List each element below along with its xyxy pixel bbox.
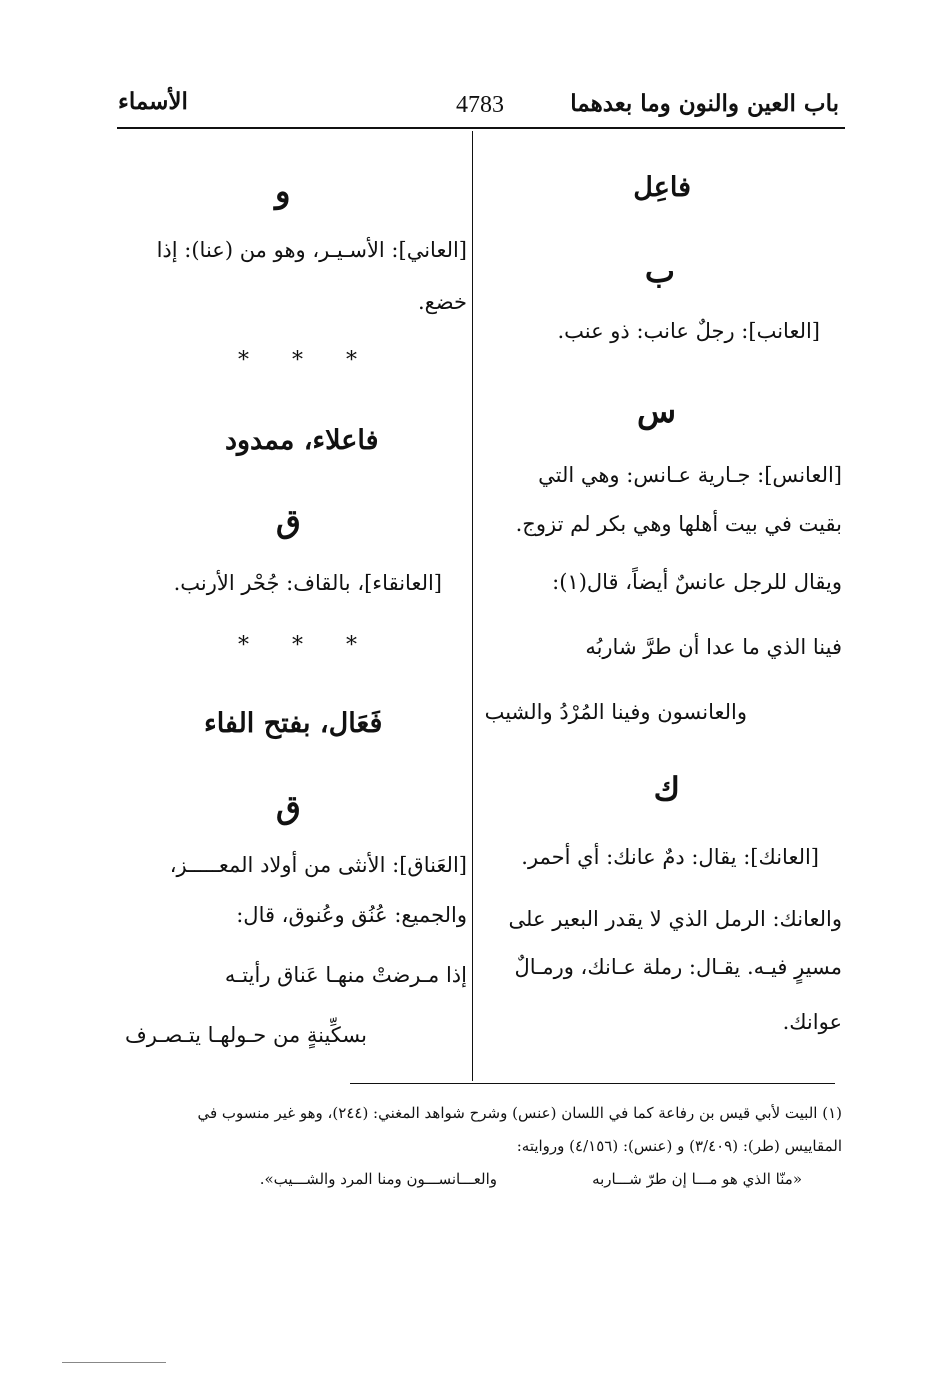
section-title: الأسماء [118,88,188,115]
entry-s-line-2: بقيت في بيت أهلها وهي بكر لم تزوج. [515,512,842,536]
entry-w-line-2: خضع. [417,290,467,314]
footnote-verse-a: «منّا الذي هو مـــا إن طرّ شـــاربه [592,1170,802,1188]
verse-right-2: والعانسون وفينا المُرْدُ والشيب [484,700,747,724]
entry-k-2-line-1: والعانك: الرمل الذي لا يقدر البعير على [508,907,842,931]
letter-heading-b: ب [644,252,675,290]
header-rule [117,127,845,129]
entry-q-1: [العانقاء]، بالقاف: جُحْر الأرنب. [173,571,442,595]
entry-k-2-line-3: عوانك. [782,1010,842,1034]
verse-right-1: فينا الذي ما عدا أن طرَّ شاربُه [585,635,842,659]
verse-left-2: بسكِّينةٍ من حـولهـا يتـصـرف [124,1023,367,1047]
letter-heading-w: و [275,172,291,210]
entry-s-line-3: ويقال للرجل عانسٌ أيضاً، قال(١): [552,570,842,594]
verse-left-1: إذا مـرضتْ منهـا عَناق رأيتـه [224,963,467,987]
footnote-verse-b: والعـــانســـون ومنا المرد والشـــيب». [259,1170,497,1188]
letter-heading-s: س [636,392,676,430]
footnote-line-2: المقاييس (طر): (٣/٤٠٩) و (عنس): (٤/١٥٦) وروايته: [516,1137,842,1155]
separator-stars-1: * * * [238,348,375,373]
footnote-line-1: (١) البيت لأبي قيس بن رفاعة كما في اللسان (عنس) وشرح شواهد المغني: (٢٤٤)، وهو غير منسوب في [197,1104,842,1122]
footnote-rule [350,1083,835,1084]
entry-k-2-line-2: مسيرٍ فيـه. يقـال: رملة عـانك، ورمـالٌ [514,955,842,979]
entry-w-line-1: [العاني]: الأسـيـر، وهو من (عنا): إذا [156,238,467,262]
entry-q-2-line-2: والجميع: عُنُق وعُنوق، قال: [236,903,467,927]
pattern-heading-2: فاعلاء، ممدود [225,425,379,456]
letter-heading-q-1: ق [276,502,301,540]
pattern-heading: فاعِل [633,172,691,203]
letter-heading-k: ك [653,770,680,808]
entry-b: [العانب]: رجلٌ عانب: ذو عنب. [557,319,820,343]
entry-s-line-1: [العانس]: جـارية عـانس: وهي التي [538,463,842,487]
pattern-heading-3: فَعَال، بفتح الفاء [204,708,383,739]
page-number: 4783 [456,92,504,118]
entry-q-2-line-1: [العَناق]: الأنثى من أولاد المعـــــز، [169,853,467,877]
entry-k-1: [العانك]: يقال: دمٌ عانك: أي أحمر. [521,845,819,869]
chapter-title: باب العين والنون وما بعدهما [570,90,839,117]
letter-heading-q-2: ق [276,788,301,826]
scan-mark [62,1362,166,1363]
separator-stars-2: * * * [238,633,375,658]
column-divider [472,131,473,1081]
